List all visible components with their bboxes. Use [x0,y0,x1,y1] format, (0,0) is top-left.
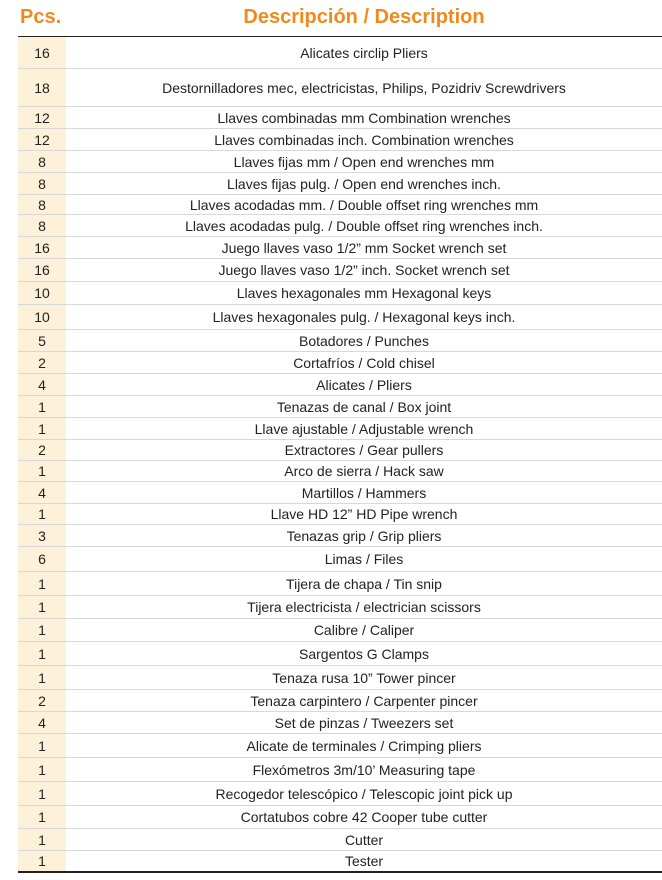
description-cell: Llave ajustable / Adjustable wrench [254,420,474,437]
quantity-cell: 16 [18,237,66,258]
table-row [18,525,662,547]
description-cell: Llaves fijas mm / Open end wrenches mm [233,153,495,170]
table-row [18,596,662,619]
description-cell: Set de pinzas / Tweezers set [274,714,454,731]
description-cell: Juego llaves vaso 1/2” mm Socket wrench set [221,239,507,256]
table-row [18,666,662,690]
description-cell: Juego llaves vaso 1/2” inch. Socket wrench set [218,262,510,278]
table-row [18,758,662,782]
description-cell: Martillos / Hammers [301,484,427,501]
description-cell: Alicates / Pliers [316,376,412,393]
quantity-cell: 8 [18,215,66,236]
table-row [18,151,662,173]
table-row [18,461,662,482]
description-cell: Sargentos G Clamps [299,645,429,662]
parts-table [18,36,662,873]
quantity-cell: 16 [18,259,66,281]
quantity-cell: 1 [18,666,66,689]
table-row [18,69,662,107]
quantity-cell: 4 [18,712,66,733]
quantity-cell: 8 [18,195,66,214]
description-column-header: Descripción / Description [243,6,485,28]
table-row [18,504,662,525]
description-cell: Tenazas grip / Grip pliers [286,527,442,544]
quantity-cell: 1 [18,642,66,665]
quantity-cell: 6 [18,547,66,571]
description-cell: Llaves hexagonales pulg. / Hexagonal keys inch. [212,309,516,325]
description-cell: Recogedor telescópico / Telescopic joint pick up [215,785,513,802]
description-cell: Llaves hexagonales mm Hexagonal keys [236,285,492,301]
description-cell: Llaves combinadas inch. Combination wrenches [214,131,514,148]
description-cell: Tenaza carpintero / Carpenter pincer [250,692,478,709]
quantity-cell: 3 [18,525,66,546]
quantity-cell: 1 [18,504,66,524]
quantity-cell: 12 [18,107,66,128]
quantity-cell: 10 [18,305,66,329]
quantity-cell: 16 [18,37,66,68]
table-row [18,330,662,352]
quantity-cell: 1 [18,829,66,850]
table-row [18,806,662,829]
table-header [0,0,662,36]
quantity-cell: 1 [18,396,66,417]
table-row [18,282,662,305]
description-cell: Extractores / Gear pullers [284,442,444,458]
table-row [18,642,662,666]
quantity-cell: 1 [18,734,66,757]
description-cell: Cortafríos / Cold chisel [293,354,435,371]
table-row [18,829,662,851]
table-row [18,418,662,440]
table-row [18,734,662,758]
table-row [18,440,662,461]
quantity-cell: 1 [18,782,66,805]
quantity-cell: 5 [18,330,66,351]
quantity-cell: 8 [18,173,66,194]
table-row [18,690,662,712]
description-cell: Arco de sierra / Hack saw [284,463,444,479]
table-row [18,482,662,504]
table-row [18,547,662,572]
quantity-cell: 1 [18,758,66,781]
quantity-cell: 10 [18,282,66,304]
pcs-column-header: Pcs. [20,6,62,28]
description-cell: Tenazas de canal / Box joint [276,398,452,415]
quantity-cell: 4 [18,374,66,395]
quantity-cell: 8 [18,151,66,172]
quantity-cell: 2 [18,352,66,373]
description-cell: Flexómetros 3m/10’ Measuring tape [252,761,476,778]
table-row [18,851,662,871]
table-row [18,195,662,215]
description-cell: Destornilladores mec, electricistas, Philips, Pozidriv Screwdrivers [162,79,566,96]
table-row [18,259,662,282]
description-cell: Tenaza rusa 10” Tower pincer [272,669,456,686]
description-cell: Tester [344,853,384,869]
quantity-cell: 1 [18,596,66,618]
quantity-cell: 4 [18,482,66,503]
quantity-cell: 1 [18,418,66,439]
description-cell: Llaves acodadas mm. / Double offset ring wrenches mm [189,196,539,213]
table-row [18,712,662,734]
table-row [18,396,662,418]
description-cell: Cortatubos cobre 42 Cooper tube cutter [240,809,488,825]
quantity-cell: 12 [18,129,66,150]
quantity-cell: 1 [18,806,66,828]
table-row [18,173,662,195]
quantity-cell: 1 [18,461,66,481]
quantity-cell: 1 [18,572,66,595]
description-cell: Limas / Files [324,551,404,567]
description-cell: Llaves acodadas pulg. / Double offset ring wrenches inch. [185,217,543,234]
quantity-cell: 18 [18,69,66,106]
description-cell: Cutter [344,831,384,848]
table-row [18,782,662,806]
description-cell: Alicate de terminales / Crimping pliers [246,737,482,754]
table-row [18,352,662,374]
description-cell: Llave HD 12” HD Pipe wrench [270,506,458,522]
quantity-cell: 2 [18,690,66,711]
table-row [18,305,662,330]
table-row [18,215,662,237]
quantity-cell: 1 [18,851,66,871]
table-row [18,37,662,69]
description-cell: Llaves fijas pulg. / Open end wrenches inch. [227,175,501,192]
description-cell: Llaves combinadas mm Combination wrenches [217,109,511,126]
quantity-cell: 1 [18,619,66,641]
description-cell: Botadores / Punches [299,332,429,349]
description-cell: Alicates circlip Pliers [300,44,428,61]
table-row [18,619,662,642]
description-cell: Tijera de chapa / Tin snip [286,575,442,592]
table-row [18,237,662,259]
quantity-cell: 2 [18,440,66,460]
description-cell: Tijera electricista / electrician scissors [247,599,481,615]
table-row [18,572,662,596]
table-row [18,107,662,129]
description-cell: Calibre / Caliper [313,622,415,638]
table-row [18,374,662,396]
table-row [18,129,662,151]
